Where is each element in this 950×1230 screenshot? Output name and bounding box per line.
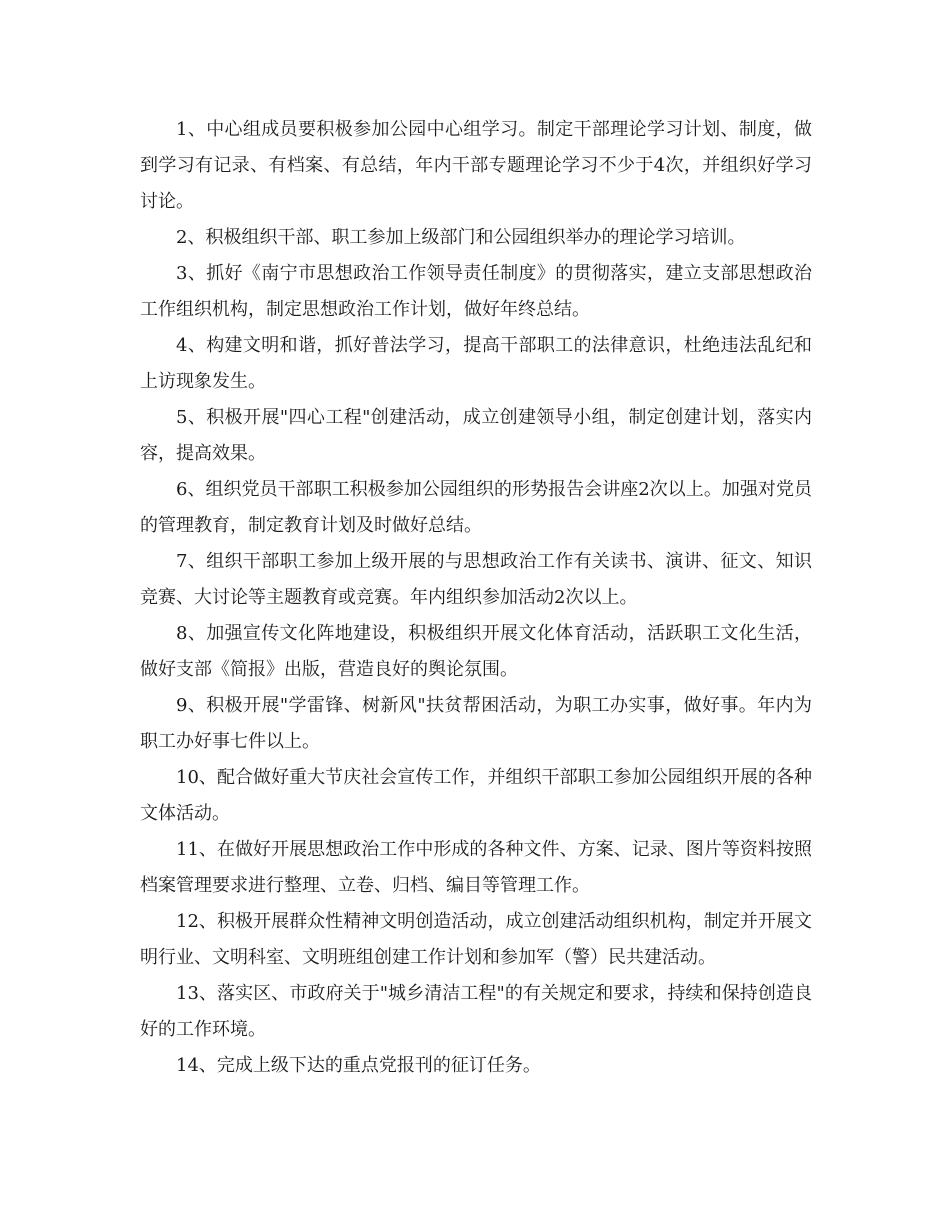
list-item: 6、组织党员干部职工积极参加公园组织的形势报告会讲座2次以上。加强对党员的管理教育，制定教育计划及时做好总结。: [140, 479, 812, 536]
list-item: 13、落实区、市政府关于"城乡清洁工程"的有关规定和要求，持续和保持创造良好的工作环境。: [140, 983, 812, 1040]
list-item: 3、抓好《南宁市思想政治工作领导责任制度》的贯彻落实，建立支部思想政治工作组织机构，制定思想政治工作计划，做好年终总结。: [140, 263, 812, 320]
document-body: [140, 112, 812, 1084]
list-item: 4、构建文明和谐，抓好普法学习，提高干部职工的法律意识，杜绝违法乱纪和上访现象发生。: [140, 335, 812, 392]
list-item: 11、在做好开展思想政治工作中形成的各种文件、方案、记录、图片等资料按照档案管理要求进行整理、立卷、归档、编目等管理工作。: [140, 839, 812, 896]
list-item: 1、中心组成员要积极参加公园中心组学习。制定干部理论学习计划、制度，做到学习有记录、有档案、有总结，年内干部专题理论学习不少于4次，并组织好学习讨论。: [140, 119, 812, 212]
list-item: 10、配合做好重大节庆社会宣传工作，并组织干部职工参加公园组织开展的各种文体活动。: [140, 767, 812, 824]
list-item: 14、完成上级下达的重点党报刊的征订任务。: [176, 1055, 541, 1076]
list-item: 2、积极组织干部、职工参加上级部门和公园组织举办的理论学习培训。: [176, 227, 746, 248]
list-item: 8、加强宣传文化阵地建设，积极组织开展文化体育活动，活跃职工文化生活，做好支部《简报》出版，营造良好的舆论氛围。: [140, 623, 812, 680]
list-item: 5、积极开展"四心工程"创建活动，成立创建领导小组，制定创建计划，落实内容，提高效果。: [140, 407, 812, 464]
list-item: 7、组织干部职工参加上级开展的与思想政治工作有关读书、演讲、征文、知识竞赛、大讨论等主题教育或竞赛。年内组织参加活动2次以上。: [140, 551, 812, 608]
list-item: 9、积极开展"学雷锋、树新风"扶贫帮困活动，为职工办实事，做好事。年内为职工办好事七件以上。: [140, 695, 812, 752]
list-item: 12、积极开展群众性精神文明创造活动，成立创建活动组织机构，制定并开展文明行业、文明科室、文明班组创建工作计划和参加军（警）民共建活动。: [140, 911, 812, 968]
